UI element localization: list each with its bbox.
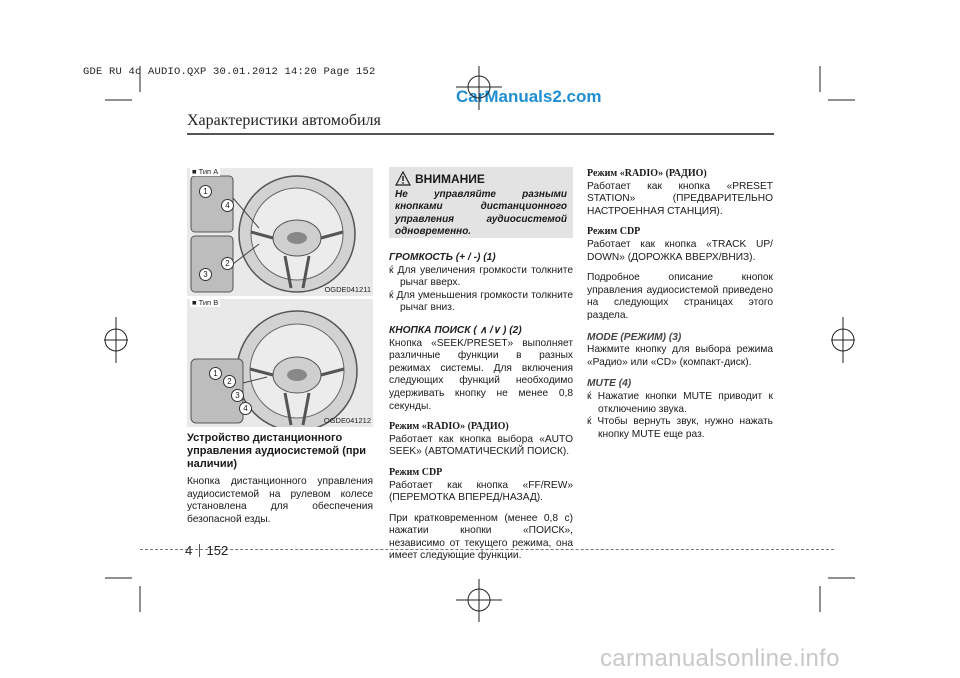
page-number-divider [199,544,200,557]
remote-control-body: Кнопка дистанционного управления аудиосистемой на рулевом колесе установлена для обеспечения безопасной езды. [187,476,373,525]
watermark-bottom[interactable]: carmanualsonline.info [600,645,840,672]
warning-triangle-icon [395,171,411,186]
callout-a-2: 2 [221,257,234,270]
warning-text: Не управляйте разными кнопками дистанционного управления аудиосистемой одновременно. [395,189,567,237]
steering-wheel-b-illustration [187,299,373,427]
figure-b-label: ■ Тип B [192,298,219,307]
chapter-number: 4 [185,543,193,558]
section-title: Характеристики автомобиля [187,112,381,129]
callout-b-3: 3 [231,389,244,402]
registration-mark-left [104,317,128,363]
figure-a-label: ■ Тип A [192,167,219,176]
warning-title: ВНИМАНИЕ [415,172,485,186]
figure-b-code: OGDE041212 [323,416,371,425]
figure-steering-wheel-type-a [187,168,373,296]
page-number [185,543,228,558]
search-radio-heading: Режим «RADIO» (РАДИО) [389,421,509,433]
mute-bullet-2: ќ Чтобы вернуть звук, нужно нажать кнопку MUTE еще раз. [587,416,773,440]
callout-b-4: 4 [239,402,252,415]
left-column [187,432,373,526]
callout-b-2: 2 [223,375,236,388]
mute-heading: MUTE (4) [587,378,632,390]
mode-body: Нажмите кнопку для выбора режима «Радио» или «CD» (компакт-диск). [587,344,773,368]
callout-b-1: 1 [209,367,222,380]
volume-bullet-down: ќ Для уменьшения громкости толкните рычаг вниз. [389,289,573,314]
figure-steering-wheel-type-b [187,299,373,427]
preset-radio-heading: Режим «RADIO» (РАДИО) [587,168,707,179]
middle-column [389,252,573,563]
remote-control-heading: Устройство дистанционного управления аудиосистемой (при наличии) [187,432,367,470]
search-body: Кнопка «SEEK/PRESET» выполняет различные функции в разных режимах системы. Для включения следующих функций необходимо удерживать кнопку не менее 0,8 секунды. [389,337,573,412]
steering-wheel-a-illustration [187,168,373,296]
registration-mark-bottom [456,579,502,622]
search-cdp-heading: Режим CDP [389,466,443,478]
warning-box [389,167,573,238]
footer-dashed-rule [140,549,834,550]
short-press-text: При кратковременном (менее 0,8 с) нажатии кнопки «ПОИСК», независимо от текущего режима, она имеет следующие функции. [389,512,573,562]
callout-a-4: 4 [221,199,234,212]
registration-mark-right [831,317,855,363]
print-slug: GDE RU 4c AUDIO.QXP 30.01.2012 14:20 Page 152 [83,66,376,78]
right-column [587,168,773,441]
volume-heading: ГРОМКОСТЬ (+ / -) (1) [389,252,496,263]
search-radio-body: Работает как кнопка выбора «AUTO SEEK» (АВТОМАТИЧЕСКИЙ ПОИСК). [389,433,573,458]
registration-mark-top [456,66,502,110]
figure-a-code: OGDE041211 [324,285,371,294]
mute-bullet-1: ќ Нажатие кнопки MUTE приводит к отключению звука. [587,390,773,415]
callout-a-1: 1 [199,185,212,198]
header-rule [187,133,774,135]
track-cdp-heading: Режим CDP [587,226,641,238]
page-number-value: 152 [206,543,229,558]
preset-radio-body: Работает как кнопка «PRESET STATION» (ПРЕДВАРИТЕЛЬНО НАСТРОЕННАЯ СТАНЦИЯ). [587,180,773,217]
track-cdp-body: Работает как кнопка «TRACK UP/ DOWN» (ДОРОЖКА ВВЕРХ/ВНИЗ). [587,238,773,263]
search-cdp-body: Работает как кнопка «FF/REW» (ПЕРЕМОТКА ВПЕРЕД/НАЗАД). [389,479,573,504]
search-heading: КНОПКА ПОИСК ( ∧ /∨ ) (2) [389,324,522,336]
detail-text: Подробное описание кнопок управления аудиосистемой приведено на следующих страницах этого раздела. [587,272,773,321]
volume-bullet-up: ќ Для увеличения громкости толкните рычаг вверх. [389,264,573,289]
mode-heading: MODE (РЕЖИМ) (3) [587,331,682,343]
callout-a-3: 3 [199,268,212,281]
watermark-top[interactable]: CarManuals2.com [456,87,602,106]
